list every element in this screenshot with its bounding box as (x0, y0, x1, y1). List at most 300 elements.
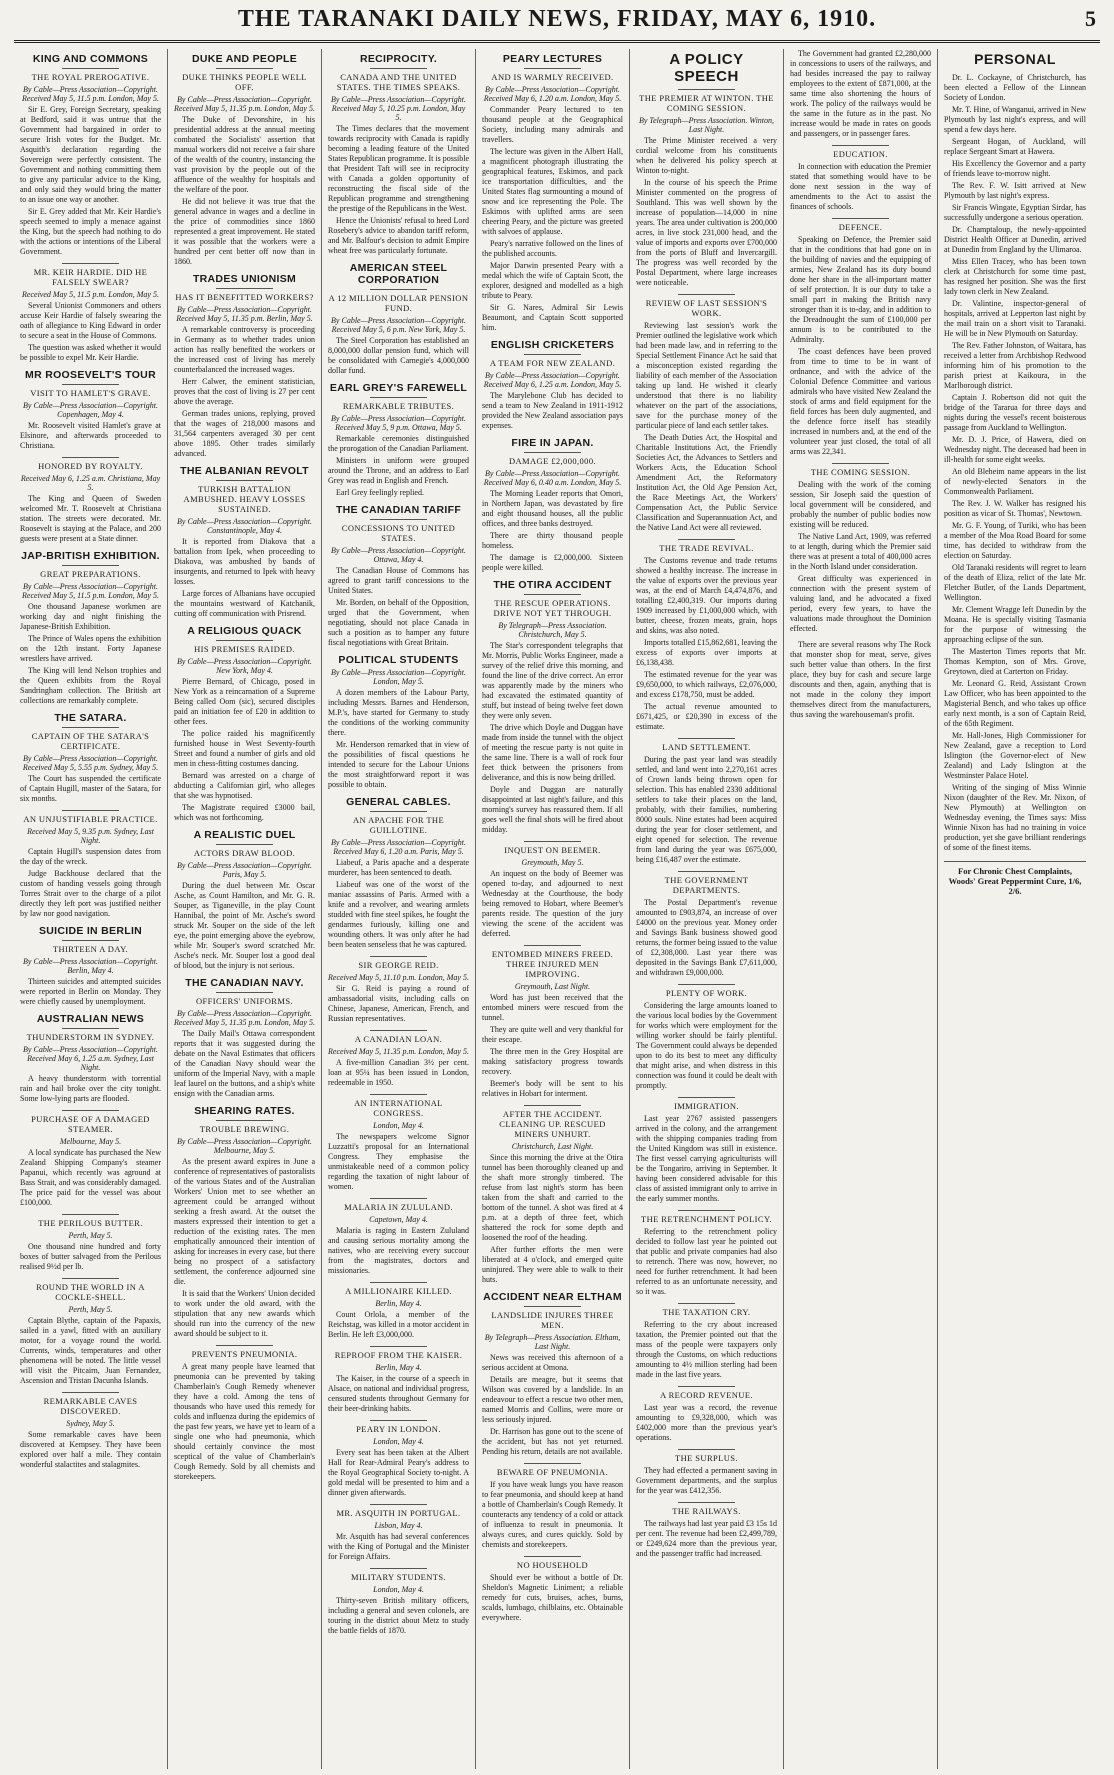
article-dateline: By Cable—Press Association—Copyright. Paris, May 5. (177, 861, 312, 879)
column-7 (938, 49, 1092, 1769)
article-dateline: Berlin, May 4. (375, 1299, 422, 1308)
paragraph: Sir G. Reid is paying a round of ambassadorial visits, including calls on Chinese, Japanese, American, French, and Russian representatives. (328, 984, 469, 1023)
article-body (636, 1466, 777, 1496)
divider (216, 480, 272, 481)
article-dateline: By Cable—Press Association—Copyright. Received May 5, 11.35 p.m. London, May 5. (174, 95, 315, 113)
divider (62, 457, 118, 458)
article-body (636, 556, 777, 732)
divider (216, 68, 272, 69)
paragraph: During the past year land was steadily settled, and land went into 2,270,161 acres of Crown lands being thrown open for selection. This has enabled 2330 additional settlers to take their places on the land, probably, with their families, numbering 8000 souls. Nine estates had been acquired during the year for closer settlement, and eight opened for selection. The revenue from land during the year was £675,000, being £16,487 over the estimate. (636, 755, 777, 864)
divider (216, 288, 272, 289)
paragraph: An old Bleheim name appears in the list of newly-elected Senators in the Commonwealth Parliament. (944, 467, 1086, 496)
paragraph: Mr. Clement Wragge left Dunedin by the Moana. He is specially visiting Tasmania for the purpose of witnessing the approaching eclipse of the sun. (944, 605, 1086, 644)
divider (678, 294, 734, 295)
paragraph: Captain Blythe, captain of the Papaxis, sailed in a yawl, fitted with an auxiliary motor, for a voyage round the world. Currents, winds, temperatures and other phenomena will be noted. The little vessel will visit the Pitcairn, Juan Fernandez, Ascension and Tristan Dacunha Islands. (20, 1316, 161, 1385)
paragraph: As the present award expires in June a conference of representatives of pastoralists of the various States and of the Australian Workers' Union met to see whether an agreement could be arranged without seeking a fresh award. At the outset the masters expressed their intention to get a reduction of the existing rates. The men emphatically announced their intention of asking for increases in every case, but there being no prospect of a satisfactory settlement, the conference adjourned sine die. (174, 1157, 315, 1286)
paragraph: The Death Duties Act, the Hospital and Charitable Institutions Act, the Friendly Societies Act, the Advances to Settlers and Workers Acts, the Education School Amendment Act, the Reformatory Institution Act, the Old Age Pension Act, the Race Meetings Act, the Workers' Compensation Act, the Public Service Classification and Superannuation Act, and the Native Land Act were all reviewed. (636, 433, 777, 532)
paragraph: After further efforts the men were liberated at 4 o'clock, and emerged quite uninjured. They were able to walk to their huts. (482, 1245, 623, 1284)
article-dateline: By Cable—Press Association—Copyright. Ottawa, May 4. (331, 546, 466, 564)
paragraph: A great many people have learned that pneumonia can be prevented by taking Chamberlain's Cough Remedy whenever they have a cold. Among the tens of thousands who have used this remedy for colds and influenza during the epidemics of the past few years, we have yet to learn of a single one who had pneumonia, which should certainly convince the most sceptical of the value of Chamberlain's Cough Remedy. Sold by all chemists and storekeepers. (174, 1362, 315, 1481)
article-headline: THE ALBANIAN REVOLT (180, 465, 309, 477)
article-body (328, 1532, 469, 1562)
paragraph: The Customs revenue and trade returns showed a healthy increase. The increase in the value of exports over the previous year was, at the end of March £4,474,876, and totalling £2,400,319. Our imports during 1909 increased by £1,000,000 which, with butter, cheese, frozen meats, grain, hops and skins, was also noted. (636, 556, 777, 635)
paragraph: The Government had granted £2,280,000 in concessions to users of the railways, and had besides increased the pay to railway employees to the extent of £871,000, at the same time also shortening the hours of work. The policy of the railways would be the same in the future as in the past. No increase would be made in rates on goods and passengers, or in passenger fares. (790, 49, 931, 138)
paragraph: A heavy thunderstorm with torrential rain and hail broke over the city tonight. Some low-lying parts are flooded. (20, 1074, 161, 1103)
article-body (20, 494, 161, 544)
paragraph: The Morning Leader reports that Omori, in Northern Japan, was devastated by fire and eight thousand houses, all the public offices, and three banks destroyed. (482, 489, 623, 528)
article-body (636, 1227, 777, 1297)
article-headline: ACCIDENT NEAR ELTHAM (483, 1291, 622, 1303)
article-body (174, 1157, 315, 1339)
article-subheading: A 12 MILLION DOLLAR PENSION FUND. (328, 293, 469, 313)
article-subheading: THUNDERSTORM IN SYDNEY. (26, 1032, 155, 1042)
article-body (328, 1310, 469, 1340)
article (482, 339, 623, 431)
article (20, 1392, 161, 1470)
article (636, 1097, 777, 1204)
paragraph: They are quite well and very thankful for their escape. (482, 1025, 623, 1044)
article-dateline: Received May 6, 1.25 a.m. Christiana, May 5. (20, 474, 161, 492)
article-body (174, 115, 315, 267)
divider (62, 68, 118, 69)
article-subheading: THE TAXATION CRY. (662, 1307, 751, 1317)
paragraph: Dr. Valintine, inspector-general of hospitals, arrived at Lepperton last night by the mail train on a short visit to Taranaki. He will be in New Plymouth on Saturday. (944, 299, 1086, 338)
article-body (482, 105, 623, 333)
article (174, 625, 315, 823)
paragraph: A remarkable controversy is proceeding in Germany as to whether trades union action has really benefited the workers or the increased cost of living has merely counterbalanced the increased wages. (174, 325, 315, 374)
article (328, 1030, 469, 1088)
divider (370, 519, 426, 520)
article-body (790, 49, 931, 139)
paragraph: The police raided his magnificently furnished house in West Seventy-fourth Street and found a number of girls and old men in chess-fitting costumes dancing. (174, 729, 315, 768)
paragraph: The estimated revenue for the year was £9,650,000, to which railways, £2,076,000, and excess £178,750, must be added. (636, 670, 777, 699)
article-subheading: PLENTY OF WORK. (665, 988, 748, 998)
paragraph: Ministers in uniform were grouped around the Throne, and an address to Earl Grey was read in English and French. (328, 456, 469, 485)
paragraph: In the course of his speech the Prime Minister commented on the progress of Southland. This was well shown by the increase of population—14,000 in nine years. The area under cultivation is 200,000 acres, in live stock 231,000 head, and the value of imports and exports over £700,000 from the ports of Bluff and Invercargill. The progress was well recorded by the Postal Department, where large increases were noticeable. (636, 178, 777, 287)
paragraph: The Native Land Act, 1909, was referred to at length, during which the Premier said there was at present a total of 400,000 acres in the North Island under consideration. (790, 532, 931, 571)
paragraph: Since this morning the drive at the Otira tunnel has been thoroughly cleaned up and the shaft more strongly timbered. The refuse from last night's storm has been taken from the shaft and carried to the bottom of the tunnel. A shot was fired at 4 p.m. at a depth of three feet, which shattered the rock for some depth and loosened the roof of the heading. (482, 1153, 623, 1242)
article-subheading: THE SURPLUS. (675, 1453, 738, 1463)
article-subheading: THE TRADE REVIVAL. (659, 543, 754, 553)
article-subheading: HONORED BY ROYALTY. (38, 461, 143, 471)
article-headline: THE SATARA. (54, 712, 127, 724)
paragraph: Earl Grey feelingly replied. (336, 488, 424, 497)
paragraph: Commander Peary lectured to ten thousand people at the Geographical Society, including many admirals and travellers. (482, 105, 623, 144)
article (636, 294, 777, 533)
article (944, 51, 1086, 853)
divider (524, 452, 580, 453)
article-subheading: AN UNJUSTIFIABLE PRACTICE. (23, 814, 158, 824)
article-body (20, 847, 161, 919)
article-dateline: By Cable—Press Association—Copyright. Constantinople, May 4. (177, 517, 312, 535)
article-body (482, 869, 623, 939)
article-headline: POLITICAL STUDENTS (338, 654, 459, 666)
article-body (20, 977, 161, 1007)
article (328, 1282, 469, 1340)
article-subheading: NO HOUSEHOLD (516, 1560, 589, 1570)
article-dateline: Sydney, May 5. (66, 1419, 115, 1428)
article (482, 1105, 623, 1285)
divider (62, 1278, 118, 1279)
divider (678, 1502, 734, 1503)
paragraph: Remarkable ceremonies distinguished the prorogation of the Canadian Parliament. (328, 434, 469, 453)
divider (62, 810, 118, 811)
article (482, 53, 623, 333)
article-subheading: PURCHASE OF A DAMAGED STEAMER. (31, 1114, 150, 1134)
article-dateline: By Cable—Press Association—Copyright. Berlin, May 4. (23, 957, 158, 975)
article (482, 1463, 623, 1550)
divider (370, 1282, 426, 1283)
divider (370, 1198, 426, 1199)
divider (524, 354, 580, 355)
article-headline: FIRE IN JAPAN. (511, 437, 594, 449)
paragraph: The Marylebone Club has decided to send a team to New Zealand in 1911-1912 provided the New Zealand association pays expenses. (482, 391, 623, 430)
article-subheading: HIS PREMISES RAIDED. (194, 644, 295, 654)
article-headline: SHEARING RATES. (194, 1105, 295, 1117)
article-headline: MR ROOSEVELT'S TOUR (25, 369, 156, 381)
article-body (636, 1114, 777, 1204)
paragraph: Herr Calwer, the eminent statistician, proves that the cost of living is 27 per cent above the average. (174, 377, 315, 406)
column-2 (168, 49, 322, 1769)
paragraph: The King and Queen of Sweden welcomed Mr. T. Roosevelt at Christiana station. The streets were decorated. Mr. Roosevelt is staying at the Palace, and 200 guests were present at a State dinner. (20, 494, 161, 543)
divider (678, 1097, 734, 1098)
article-subheading: TURKISH BATTALION AMBUSHED. HEAVY LOSSES SUSTAINED. (183, 484, 306, 514)
paragraph: Last year was a record, the revenue amounting to £9,328,000, which was £402,000 more than the previous year's operations. (636, 1403, 777, 1442)
paragraph: Mr. D. J. Price, of Hawera, died on Wednesday night. The deceased had been in ill-health for some eight weeks. (944, 435, 1086, 464)
paragraph: Captain Hugill's suspension dates from the day of the wreck. (20, 847, 161, 866)
article-dateline: By Cable—Press Association—Copyright. Received May 6, 1.25 a.m. London, May 5. (483, 371, 622, 389)
article-body (20, 1148, 161, 1208)
divider (524, 1556, 580, 1557)
paragraph: Major Darwin presented Peary with a medal which the wife of Captain Scott, the explorer, designed and modelled as a high tribute to Peary. (482, 261, 623, 300)
paragraph: Liabeuf, a Paris apache and a desperate murderer, has been sentenced to death. (328, 858, 469, 877)
article-body (174, 677, 315, 823)
article-body (328, 566, 469, 648)
article-subheading: LANDSLIDE INJURES THREE MEN. (491, 1310, 614, 1330)
paragraph: The Star's correspondent telegraphs that Mr. Morris, Public Works Engineer, made a survey of the relief drive this morning, and found the line of the drive correct. An error was apparently made by the miners who had excavated the estimated quantity of stuff, but instead of being twelve feet down they were only seven. (482, 641, 623, 720)
article-body (482, 641, 623, 835)
article-body (20, 301, 161, 363)
article-dateline: By Telegraph—Press Association. Winton, Last Night. (638, 116, 775, 134)
article (636, 1210, 777, 1297)
article (636, 1303, 777, 1380)
column-6 (784, 49, 938, 1769)
article-dateline: By Cable—Press Association—Copyright. Copenhagen, May 4. (23, 401, 158, 419)
paragraph: Referring to the cry about increased taxation, the Premier pointed out that the mass of the people were taxpayers only through the Customs, on which reductions amounting to 4½ million sterling had been made in the last five years. (636, 1320, 777, 1379)
paragraph: Some remarkable caves have been discovered at Kempsey. They have been explored over half a mile. They contain wonderful stalactites and stalagmites. (20, 1430, 161, 1469)
article-subheading: THE GOVERNMENT DEPARTMENTS. (664, 875, 749, 895)
article-dateline: By Cable—Press Association—Copyright. Received May 5, 11.5 p.m. London, May 5. (22, 85, 159, 103)
article-body (790, 162, 931, 212)
divider (678, 984, 734, 985)
article-dateline: By Cable—Press Association—Copyright. Received May 5, 10.25 p.m. London, May 5. (331, 95, 466, 122)
paragraph: The three men in the Grey Hospital are making satisfactory progress towards recovery. (482, 1047, 623, 1076)
paragraph: Sir G. Nares, Admiral Sir Lewis Beaumont, and Captain Scott supported him. (482, 303, 623, 332)
paragraph: The Magistrate required £3000 bail, which was not forthcoming. (174, 803, 315, 822)
paragraph: Liabeuf was one of the worst of the maniac assassins of Paris. Armed with a knife and a revolver, and wearing armlets studded with fine steel spikes, he fought the gendarmes furiously, killing one and wounding others. It was only after he had been beaten senseless that he was captured. (328, 880, 469, 949)
article-headline: JAP-BRITISH EXHIBITION. (21, 550, 160, 562)
paragraph: Captain J. Robertson did not quit the bridge of the Tararua for three days and nights during the vessel's recent boisterous passage from Auckland to Wellington. (944, 393, 1086, 432)
paragraph: Should ever be without a bottle of Dr. Sheldon's Magnetic Liniment; a reliable remedy for cuts, bruises, aches, burns, scalds, lumbago, chilblains, etc. Obtainable everywhere. (482, 1573, 623, 1622)
paragraph: Referring to the retrenchment policy decided to follow last year he pointed out that public and private companies had also to retrench. There was now, however, no need for further retrenchment. It had been referred to as an unfortunate necessity, and so it was. (636, 1227, 777, 1296)
paragraph: The Kaiser, in the course of a speech in Alsace, on national and individual progress, censured students throughout Germany for their beer-drinking habits. (328, 1374, 469, 1413)
article-subheading: HAS IT BENEFITTED WORKERS? (175, 292, 314, 302)
article-body (482, 489, 623, 573)
paragraph: Beemer's body will be sent to his relatives in Hobart for interment. (482, 1079, 623, 1098)
paragraph: The drive which Doyle and Duggan have made from inside the tunnel with the object of meeting the rescue party is not quite in the same line. There is a wall of rock four feet thick between the prisoners from deliverance, and this is now being drilled. (482, 723, 623, 782)
paragraph: Count Orlola, a member of the Reichstag, was killed in a motor accident in Berlin. He left £3,000,000. (328, 1310, 469, 1339)
paragraph: It is said that the Workers' Union decided to work under the old award, with the stipulation that any new awards which should run into the currency of the new award should be subject to it. (174, 1289, 315, 1338)
divider (216, 992, 272, 993)
article-body (482, 1153, 623, 1285)
article-headline: A RELIGIOUS QUACK (187, 625, 302, 637)
article-headline: EARL GREY'S FAREWELL (329, 382, 468, 394)
article-subheading: THE RETRENCHMENT POLICY. (641, 1214, 772, 1224)
divider (524, 68, 580, 69)
paragraph: One thousand nine hundred and forty boxes of butter salvaged from the Perilous realised 9½d per lb. (20, 1242, 161, 1271)
article-dateline: By Cable—Press Association—Copyright. Received May 6, 0.40 a.m. London, May 5. (483, 469, 622, 487)
divider (832, 145, 888, 146)
article-subheading: MR. ASQUITH IN PORTUGAL. (336, 1508, 461, 1518)
article-subheading: VISIT TO HAMLET'S GRAVE. (30, 388, 151, 398)
divider (524, 841, 580, 842)
divider (370, 1094, 426, 1095)
article-dateline: Greymouth, May 5. (521, 858, 584, 867)
article-body (636, 1320, 777, 1380)
paragraph: Miss Ellen Tracey, who has been town clerk at Christchurch for some time past, has resigned her position. She was the first lady town clerk in New Zealand. (944, 257, 1086, 296)
article-body (20, 1430, 161, 1470)
article (482, 841, 623, 939)
article-subheading: A MILLIONAIRE KILLED. (345, 1286, 452, 1296)
paragraph: Speaking on Defence, the Premier said that in the conditions that had gone on in the building of navies and the equipping of armies, New Zealand has its duty bound done her share in the all-important matter of self protection. It is our duty to take a small part in making the British navy stronger than it is to-day, and in addition to the Dreadnought the sum of £100,000 per annum is to be contributed to the Admiralty. (790, 235, 931, 344)
article-headline: A POLICY SPEECH (669, 51, 744, 85)
article-dateline: By Cable—Press Association—Copyright. Received May 5, 11.35 p.m. London, May 5. (174, 1009, 315, 1027)
article-subheading: THE PREMIER AT WINTON. THE COMING SESSION. (639, 93, 774, 113)
article-headline: DUKE AND PEOPLE (191, 53, 298, 65)
article-body (328, 1374, 469, 1414)
article-dateline: By Telegraph—Press Association. Eltham, Last Night. (484, 1333, 621, 1351)
article (636, 51, 777, 288)
masthead (14, 6, 1100, 43)
article-body (328, 1448, 469, 1498)
divider (678, 1210, 734, 1211)
paragraph: In connection with education the Premier stated that something would have to be done next session in the way of amendments to the Act to assist the finances of schools. (790, 162, 931, 211)
paragraph: Sir Francis Wingate, Egyptian Sirdar, has successfully undergone a serious operation. (944, 203, 1086, 222)
divider (678, 1449, 734, 1450)
article (20, 712, 161, 804)
paragraph: The coast defences have been proved from time to time to be in want of ordnance, and with the advice of the Colonial Defence Committee and various admirals who have visited New Zealand the stock of arms and field equipment for the field forces has been duly augmented, and the defence force itself has steadily increased in numbers and, at the end of the volunteer year just closed, the total of all arms was 22,341. (790, 347, 931, 456)
article-body (20, 602, 161, 706)
article (174, 977, 315, 1099)
column-5 (630, 49, 784, 1769)
article-body (944, 73, 1086, 853)
article-subheading: DEFENCE. (838, 222, 883, 232)
divider (62, 565, 118, 566)
paragraph: The Rev. J. W. Walker has resigned his position as vicar of St. Thomas', Newtown. (944, 499, 1086, 518)
divider (216, 640, 272, 641)
divider (524, 594, 580, 595)
article-body (636, 321, 777, 533)
paragraph: The Steel Corporation has established an 8,000,000 dollar pension fund, which will be consolidated with Carnegie's 4,000,000 dollar fund. (328, 336, 469, 375)
article (328, 654, 469, 790)
article (328, 1504, 469, 1562)
divider (370, 811, 426, 812)
article-dateline: Christchurch, Last Night. (511, 1142, 594, 1151)
article-subheading: OFFICERS' UNIFORMS. (196, 996, 293, 1006)
paragraph: Large forces of Albanians have occupied the mountains westward of Katchanik, cutting off communication with Prisrend. (174, 589, 315, 618)
paragraph: Mr. Roosevelt visited Hamlet's grave at Elsinore, and afterwards proceeded to Christiana. (20, 421, 161, 450)
article (20, 1278, 161, 1386)
paragraph: The newspapers welcome Signor Luzzatti's proposal for an International Congress. They emphasise the unmistakeable need of a common policy regarding the taxation of night labour of women. (328, 1132, 469, 1191)
article (790, 463, 931, 634)
article-subheading: EDUCATION. (833, 149, 888, 159)
paragraph: Sergeant Hogan, of Auckland, will replace Sergeant Smart at Hawera. (944, 137, 1086, 156)
article (20, 263, 161, 363)
article (174, 1345, 315, 1482)
article-subheading: LAND SETTLEMENT. (662, 742, 751, 752)
article-subheading: THE PERILOUS BUTTER. (38, 1218, 143, 1228)
article (482, 579, 623, 835)
paragraph: If you have weak lungs you have reason to fear pneumonia, and should keep at hand a bottle of Chamberlain's Cough Remedy. It counteracts any tendency of a cold or attack of influenza to result in pneumonia. It always cures, and cures quickly. Sold by chemists and storekeepers. (482, 1480, 623, 1549)
article-body (636, 755, 777, 865)
paragraph: The Court has suspended the certificate of Captain Hugill, master of the Satara, for six months. (20, 774, 161, 803)
article (174, 273, 315, 459)
paragraph: Mr. Asquith has had several conferences with the King of Portugal and the Minister for Foreign Affairs. (328, 1532, 469, 1561)
paragraph: One thousand Japanese workmen are working day and night finishing the Japanese-British Exhibition. (20, 602, 161, 631)
article (20, 369, 161, 451)
article-subheading: THE RAILWAYS. (672, 1506, 741, 1516)
paragraph: Dr. L. Cockayne, of Christchurch, has been elected a Fellow of the Linnean Society of London. (944, 73, 1086, 102)
article (636, 1386, 777, 1443)
article (328, 1094, 469, 1192)
article (482, 945, 623, 1099)
article-dateline: Received May 5, 9.35 p.m. Sydney, Last Night. (27, 827, 154, 845)
divider (370, 1568, 426, 1569)
article-subheading: TROUBLE BREWING. (199, 1124, 290, 1134)
paragraph: Thirteen suicides and attempted suicides were reported in Berlin on Monday. They were chiefly caused by unemployment. (20, 977, 161, 1006)
article (328, 382, 469, 498)
article (328, 262, 469, 376)
divider (524, 1105, 580, 1106)
article-body (482, 1480, 623, 1550)
divider (678, 871, 734, 872)
article (482, 1291, 623, 1457)
paragraph: Every seat has been taken at the Albert Hall for Rear-Admiral Peary's address to the Royal Geographical Society to-night. A gold medal will be presented to him and a dinner given afterwards. (328, 1448, 469, 1497)
article-body (790, 235, 931, 457)
article-dateline: By Cable—Press Association—Copyright. Received May 5, 9 p.m. Ottawa, May 5. (331, 414, 466, 432)
article-subheading: A RECORD REVENUE. (660, 1390, 753, 1400)
paragraph: Writing of the singing of Miss Winnie Nixon (daughter of the Rev. Mr. Nixon, of New Plymouth) at Wellington on Wednesday evening, the Times says: Miss Winnie Nixon has had no training in voice production, yet she gave brilliant renderings of some of the finest items. (944, 783, 1086, 852)
article (636, 984, 777, 1091)
article-dateline: London, May 4. (373, 1585, 424, 1594)
divider (216, 1120, 272, 1121)
paragraph: Great difficulty was experienced in connection with the present system of valuing land, and he advocated a fixed period, every few years, to have the valuations made throughout the Dominion effected. (790, 574, 931, 633)
paragraph: It is reported from Diakova that a battalion from Ipek, when proceeding to Diakova, was ambushed by bands of insurgents, and returned to Ipek with heavy losses. (174, 537, 315, 586)
page-number: 5 (1085, 6, 1096, 31)
article-dateline: Greymouth, Last Night. (514, 982, 591, 991)
article-body (328, 336, 469, 376)
divider (370, 1346, 426, 1347)
divider (62, 1214, 118, 1215)
article-headline: KING AND COMMONS (32, 53, 149, 65)
paragraph: Mr. Hall-Jones, High Commissioner for New Zealand, gave a reception to Lord Islington (the Governor-elect of New Zealand) and Lady Islington at the Westminster Palace Hotel. (944, 731, 1086, 780)
paragraph: Mr. Borden, on behalf of the Opposition, urged that the Government, when negotiating, should not place Canada in such a position as to hamper any future fiscal negotiations with Great Britain. (328, 598, 469, 647)
article-body (20, 421, 161, 451)
paragraph: The Times declares that the movement towards reciprocity with Canada is rapidly becoming a leading feature of the United States Republican programme. It is possible that President Taft will see in reciprocity with Canada a golden opportunity of reconstructing the fiscal side of the Republican programme and strengthening the prestige of the Republicans in the West. (328, 124, 469, 213)
paragraph: The lecture was given in the Albert Hall, a magnificent photograph illustrating the geographical features, Eskimos, and pack ice transportation difficulties, and the United States flag surmounting a mound of snow and ice representing the Pole. The Eskimos with uplifted arms are seen cheering Peary, and the picture was greeted with salvoes of applause. (482, 147, 623, 236)
article-body (20, 105, 161, 257)
paragraph: Mr. T. Hine, of Wanganui, arrived in New Plymouth by last night's express, and will spend a few days here. (944, 105, 1086, 134)
article-dateline: By Cable—Press Association—Copyright. Melbourne, May 5. (177, 1137, 312, 1155)
paragraph: An inquest on the body of Beemer was opened to-day, and adjourned to next Wednesday at the Courthouse, the body being removed to Hobart, where Beemer's parents reside. The question of the jury viewing the scene of the accident was deferred. (482, 869, 623, 938)
article-body (328, 858, 469, 950)
article-headline: ENGLISH CRICKETERS (490, 339, 615, 351)
article (328, 53, 469, 256)
article-dateline: Perth, May 5. (68, 1305, 113, 1314)
article (790, 640, 931, 720)
paragraph: German trades unions, replying, proved that the wages of 218,000 masons and 31,564 carpenters averaged 30 per cent above 1895. Other trades similarly advanced. (174, 409, 315, 458)
paragraph: Mr. G. F. Young, of Turiki, who has been a member of the Moa Road Board for some time, has decided to withdraw from the election on Saturday. (944, 521, 1086, 560)
divider (370, 289, 426, 290)
article (328, 956, 469, 1024)
article (20, 810, 161, 919)
article (20, 1013, 161, 1104)
paragraph: A five-million Canadian 3½ per cent. loan at 95¼ has been issued in London, redeemable in 1950. (328, 1058, 469, 1087)
article-dateline: Lisbon, May 4. (374, 1521, 423, 1530)
article (790, 145, 931, 212)
article-subheading: THIRTEEN A DAY. (52, 944, 129, 954)
article-subheading: A CANADIAN LOAN. (354, 1034, 443, 1044)
article-subheading: AN APACHE FOR THE GUILLOTINE. (352, 815, 445, 835)
column-3 (322, 49, 476, 1769)
paragraph: Reviewing last session's work the Premier outlined the legislative work which had been made law, and in referring to the Special Settlement Finance Act he said that a misconception existed regarding the liability of each member of the Association taking up land. He wished it clearly understood that there is no liability whatever on the part of the associations, save for the purchase money of the particular piece of land each settler takes. (636, 321, 777, 430)
article-body (328, 688, 469, 790)
newspaper-title: THE TARANAKI DAILY NEWS, FRIDAY, MAY 6, 1910. (237, 6, 877, 32)
paragraph: Old Taranaki residents will regret to learn of the death of Eliza, relict of the late Mr. Fletcher Butler, of the Lands Department, Wellington. (944, 563, 1086, 602)
paragraph: During the duel between Mr. Oscar Asche, as Count Hamilton, and Mr. G. R. Souper, as Tiganeville, in the play Count Hannibal, the point of Mr. Asche's sword struck Mr. Souper on the side of the left eye, the point emerging above the eyebrow, while Mr. Souper's sword scratched Mr. Asche's neck. Mr. Souper lost a good deal of blood, but the injury is not serious. (174, 881, 315, 970)
article-body (636, 1519, 777, 1559)
article (328, 796, 469, 950)
article (636, 1502, 777, 1559)
article-dateline: London, May 4. (373, 1121, 424, 1130)
paragraph: Sir E. Grey added that Mr. Keir Hardie's speech seemed to imply a menace against the King, but the speech had nothing to do with the actions or intentions of the Liberal Government. (20, 207, 161, 256)
paragraph: The railways had last year paid £3 15s 1d per cent. The revenue had been £2,499,789, or £249,624 more than the previous year, and the passenger traffic had increased. (636, 1519, 777, 1558)
article (174, 1105, 315, 1339)
divider (678, 738, 734, 739)
paragraph: Mr. Leonard G. Reid, Assistant Crown Law Officer, who has been appointed to the Magisterial Bench, and who takes up office early next month, is a son of Captain Reid, of the 65th Regiment. (944, 679, 1086, 728)
article (328, 1568, 469, 1636)
article-subheading: ACTORS DRAW BLOOD. (193, 848, 296, 858)
divider (524, 1463, 580, 1464)
article-dateline: London, May 4. (373, 1437, 424, 1446)
article-body (174, 1362, 315, 1482)
divider (62, 263, 118, 264)
article-dateline: Capetown, May 4. (369, 1215, 428, 1224)
article-dateline: By Cable—Press Association—Copyright. Received May 6, 1.20 a.m. London, May 5. (483, 85, 622, 103)
article (328, 1198, 469, 1276)
divider (678, 539, 734, 540)
article-body (636, 1001, 777, 1091)
paragraph: Last year 2767 assisted passengers arrived in the colony, and the arrangement with the shipping companies trading from the United Kingdom was still in existence. The first vessel carrying agriculturists will be the Tongariro, arriving in September. It having been considered advisable for this class of assisted immigrant only to arrive in the early summer months. (636, 1114, 777, 1203)
article-headline: TRADES UNIONISM (192, 273, 297, 285)
article (636, 871, 777, 978)
article-dateline: Received May 5, 11.35 p.m. London, May 5. (328, 1047, 469, 1056)
paragraph: The Rev. Father Johnston, of Waitara, has received a letter from Archbishop Redwood informing him of his promotion to the parish priest at Kaikoura, in the Marlborough district. (944, 341, 1086, 390)
paragraph: The Duke of Devonshire, in his presidential address at the annual meeting combated the Socialists' assertion that manual workers did not receive a fair share of the wealth of the country, instancing the vast provision by the people out of the affluence of the wealthy for hospitals and the welfare of the poor. (174, 115, 315, 194)
article (174, 465, 315, 619)
divider (832, 463, 888, 464)
article-subheading: MR. KEIR HARDIE. DID HE FALSELY SWEAR? (33, 267, 148, 287)
